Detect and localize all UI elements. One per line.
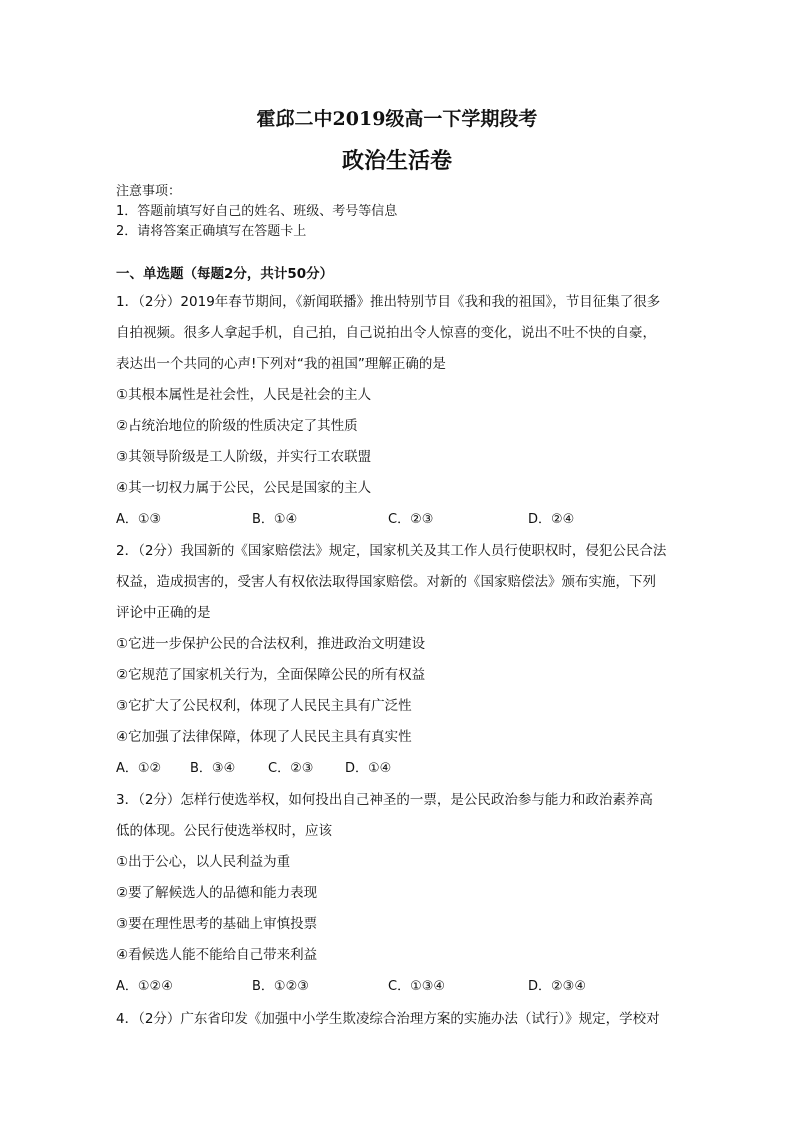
question-2-option-d: D．①④ <box>345 761 392 776</box>
question-1-item: ①其根本属性是社会性，人民是社会的主人 <box>116 387 372 403</box>
notes-block <box>116 182 397 242</box>
question-1-option-c: C．②③ <box>388 512 434 527</box>
notes-header: 注意事项： <box>116 184 182 199</box>
question-1-item: ③其领导阶级是工人阶级，并实行工农联盟 <box>116 449 372 465</box>
question-3-item: ①出于公心，以人民利益为重 <box>116 854 291 870</box>
question-2-item: ①它进一步保护公民的合法权利，推进政治文明建设 <box>116 636 426 652</box>
notes-item: 1．答题前填写好自己的姓名、班级、考号等信息 <box>116 204 398 219</box>
question-1-stem: 表达出一个共同的心声!下列对“我的祖国”理解正确的是 <box>116 356 446 372</box>
question-3-stem: 3．（2分）怎样行使选举权，如何投出自己神圣的一票，是公民政治参与能力和政治素养高 <box>116 792 653 808</box>
question-1-item: ②占统治地位的阶级的性质决定了其性质 <box>116 418 358 434</box>
question-1-stem: 1．（2分）2019年春节期间，《新闻联播》推出特别节目《我和我的祖国》，节目征集了很多 <box>116 294 661 310</box>
question-3-item: ③要在理性思考的基础上审慎投票 <box>116 916 318 932</box>
question-2-stem: 2．（2分）我国新的《国家赔偿法》规定，国家机关及其工作人员行使职权时，侵犯公民合法 <box>116 543 667 559</box>
question-3-option-a: A．①②④ <box>116 979 173 994</box>
exam-subtitle: 政治生活卷 <box>341 148 452 174</box>
section-heading: 一、单选题（每题2分，共计50分） <box>116 266 334 282</box>
question-2-item: ③它扩大了公民权利，体现了人民民主具有广泛性 <box>116 698 412 714</box>
question-2-item: ②它规范了国家机关行为，全面保障公民的所有权益 <box>116 667 426 683</box>
question-3-item: ②要了解候选人的品德和能力表现 <box>116 885 318 901</box>
question-2-option-a: A．①② <box>116 761 162 776</box>
question-2-item: ④它加强了法律保障，体现了人民民主具有真实性 <box>116 729 412 745</box>
question-1-stem: 自拍视频。很多人拿起手机，自己拍，自己说拍出令人惊喜的变化，说出不吐不快的自豪， <box>116 325 656 341</box>
question-1-option-a: A．①③ <box>116 512 162 527</box>
question-2-stem: 评论中正确的是 <box>116 605 211 621</box>
question-3-option-c: C．①③④ <box>388 979 446 994</box>
question-1-option-d: D．②④ <box>528 512 575 527</box>
question-3-stem: 低的体现。公民行使选举权时，应该 <box>116 823 332 839</box>
exam-title: 霍邱二中2019级高一下学期段考 <box>256 108 538 130</box>
question-2-option-b: B．③④ <box>190 761 236 776</box>
question-1-option-b: B．①④ <box>252 512 298 527</box>
question-2-option-c: C．②③ <box>268 761 314 776</box>
question-3-item: ④看候选人能不能给自己带来利益 <box>116 947 318 963</box>
question-1-item: ④其一切权力属于公民，公民是国家的主人 <box>116 480 372 496</box>
question-4-stem: 4．（2分）广东省印发《加强中小学生欺凌综合治理方案的实施办法（试行）》规定，学校对 <box>116 1011 660 1027</box>
notes-item: 2．请将答案正确填写在答题卡上 <box>116 224 307 239</box>
question-3-option-d: D．②③④ <box>528 979 586 994</box>
question-3-option-b: B．①②③ <box>252 979 309 994</box>
question-2-stem: 权益，造成损害的，受害人有权依法取得国家赔偿。对新的《国家赔偿法》颁布实施，下列 <box>116 574 656 590</box>
